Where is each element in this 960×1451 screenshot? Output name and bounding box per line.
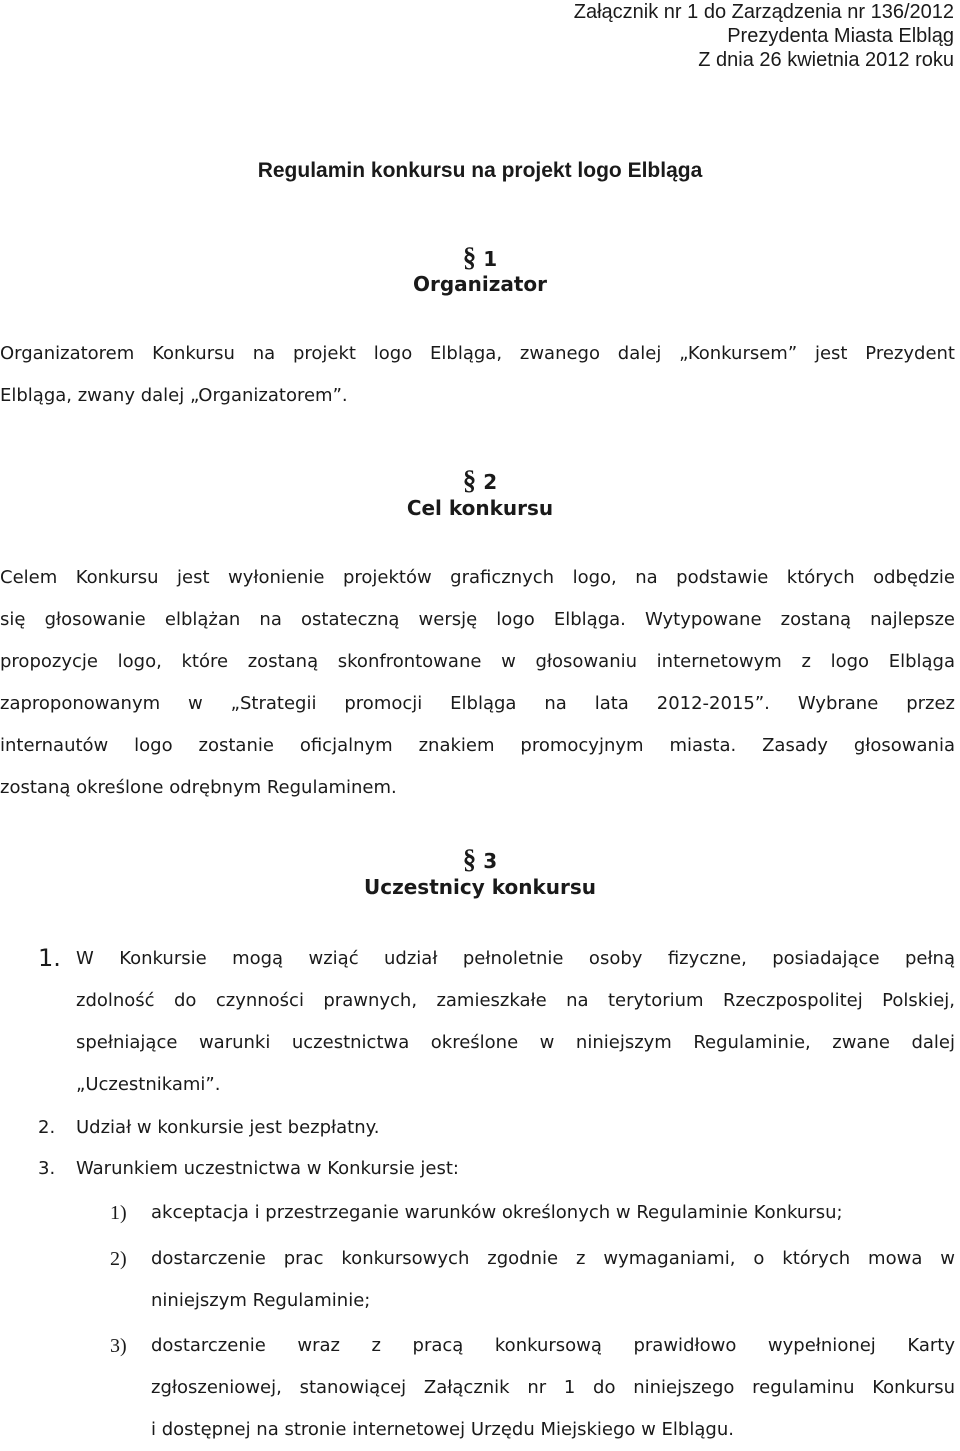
section-2-heading: Cel konkursu xyxy=(406,496,554,520)
text-line: dostarczenie wraz z pracą konkursową prawidłowo wypełnionej Karty xyxy=(151,1335,955,1356)
attachment-header xyxy=(574,0,954,72)
text-line: spełniające warunki uczestnictwa określone w niniejszym Regulaminie, zwane dalej xyxy=(76,1032,955,1053)
sub-item-text xyxy=(151,1325,955,1451)
text-line: zdolność do czynności prawnych, zamieszkałe na terytorium Rzeczpospolitej Polskiej, xyxy=(76,990,955,1011)
header-line-1: Załącznik nr 1 do Zarządzenia nr 136/2012 xyxy=(573,1,954,23)
text-line: Warunkiem uczestnictwa w Konkursie jest: xyxy=(76,1158,459,1179)
text-line: się głosowanie elblążan na ostateczną wersję logo Elbląga. Wytypowane zostaną najlepsze xyxy=(0,609,955,630)
sub-item-number: 1) xyxy=(110,1202,127,1224)
text-line: dostarczenie prac konkursowych zgodnie z wymaganiami, o których mowa w xyxy=(151,1248,955,1269)
section-1-number xyxy=(0,243,960,273)
paragraph-symbol: § xyxy=(462,844,477,874)
section-3-heading: Uczestnicy konkursu xyxy=(363,875,596,899)
sub-item-number: 2) xyxy=(110,1248,127,1270)
text-line: Udział w konkursie jest bezpłatny. xyxy=(76,1117,380,1138)
list-item-number: 1. xyxy=(38,944,61,972)
section-2-paragraph xyxy=(0,557,955,809)
paragraph-symbol: § xyxy=(462,242,477,272)
text-line: propozycje logo, które zostaną skonfrontowane w głosowaniu internetowym z logo Elbląga xyxy=(0,651,955,672)
list-item-text xyxy=(76,938,955,1106)
text-line: zaproponowanym w „Strategii promocji Elbląga na lata 2012-2015”. Wybrane przez xyxy=(0,693,955,714)
section-number: 3 xyxy=(483,849,498,873)
paragraph-symbol: § xyxy=(462,465,477,495)
document-title: Regulamin konkursu na projekt logo Elbląga xyxy=(257,159,703,182)
section-2-number xyxy=(0,466,960,496)
text-line: Celem Konkursu jest wyłonienie projektów graficznych logo, na podstawie których odbędzie xyxy=(0,567,955,588)
text-line: Organizatorem Konkursu na projekt logo Elbląga, zwanego dalej „Konkursem” jest Prezydent xyxy=(0,343,955,364)
sub-item-text xyxy=(151,1192,955,1234)
text-line: zgłoszeniowej, stanowiącej Załącznik nr 1 do niniejszego regulaminu Konkursu xyxy=(151,1377,955,1398)
section-1-paragraph xyxy=(0,333,955,417)
section-3-number xyxy=(0,845,960,875)
text-line: zostaną określone odrębnym Regulaminem. xyxy=(0,777,397,798)
sub-item-number: 3) xyxy=(110,1335,127,1357)
list-item-number: 2. xyxy=(38,1117,56,1138)
text-line: Elbląga, zwany dalej „Organizatorem”. xyxy=(0,385,348,406)
header-line-2: Prezydenta Miasta Elbląg xyxy=(727,25,954,47)
section-number: 1 xyxy=(483,247,498,271)
header-line-3: Z dnia 26 kwietnia 2012 roku xyxy=(698,49,954,71)
list-item-text xyxy=(76,1148,955,1190)
list-item-text xyxy=(76,1107,955,1149)
text-line: internautów logo zostanie oficjalnym znakiem promocyjnym miasta. Zasady głosowania xyxy=(0,735,955,756)
section-number: 2 xyxy=(483,470,498,494)
text-line: i dostępnej na stronie internetowej Urzędu Miejskiego w Elblągu. xyxy=(151,1419,734,1440)
text-line: „Uczestnikami”. xyxy=(76,1074,221,1095)
text-line: niniejszym Regulaminie; xyxy=(151,1290,371,1311)
text-line: akceptacja i przestrzeganie warunków określonych w Regulaminie Konkursu; xyxy=(151,1202,843,1223)
text-line: W Konkursie mogą wziąć udział pełnoletnie osoby fizyczne, posiadające pełną xyxy=(76,948,955,969)
sub-item-text xyxy=(151,1238,955,1322)
list-item-number: 3. xyxy=(38,1158,56,1179)
section-1-heading: Organizator xyxy=(412,272,548,296)
